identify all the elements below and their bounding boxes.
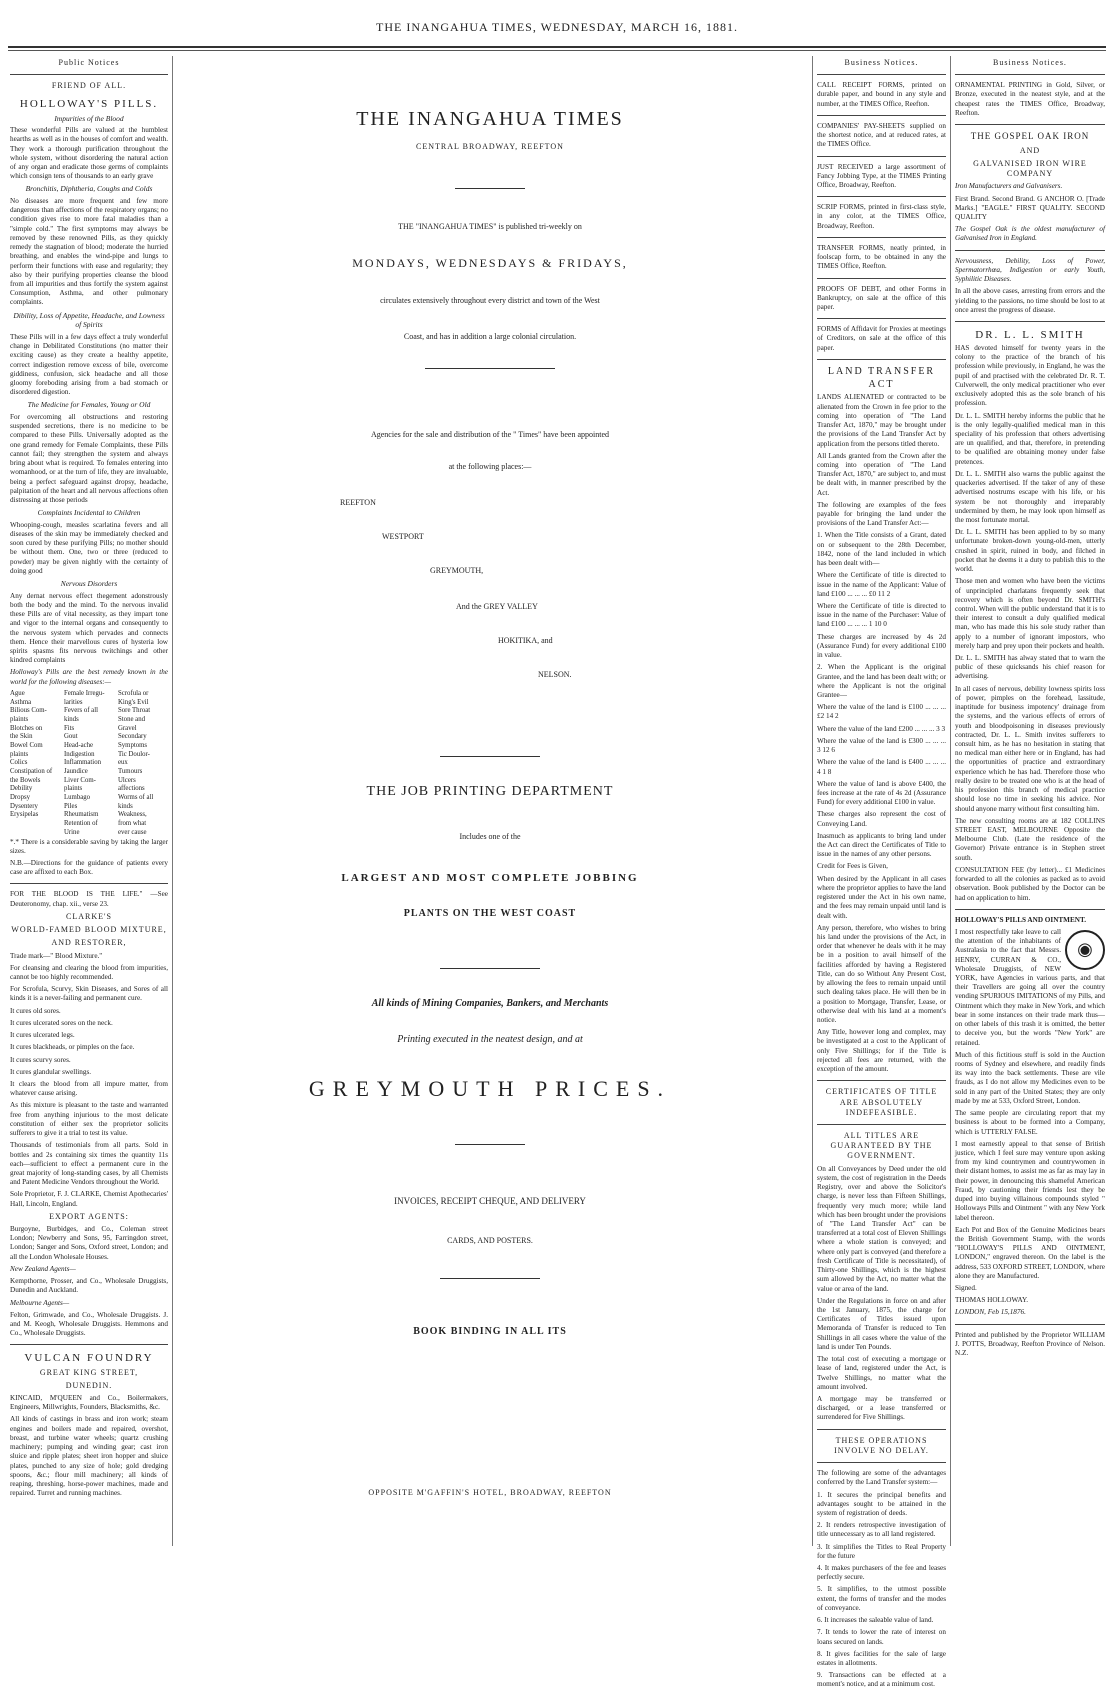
fee-item: Where the value of land is above £400, the fees increase at the rate of 4s 2d (Assurance Fund) for every additional £100 in value. [817, 779, 946, 807]
ornamental-notice: ORNAMENTAL PRINTING in Gold, Silver, or Bronze, executed in the neatest style, and at the cheapest rates the TIMES Office, Broadway, Reefton. [955, 81, 1105, 117]
column-divider [812, 56, 813, 1546]
notice: SCRIP FORMS, printed in first-class style, in any color, at the TIMES Office, Broadway, Reefton. [817, 203, 946, 230]
paragraph: In all the above cases, arresting from errors and the yielding to the passions, no time should be lost to at once arrest the progress of disease. [955, 287, 1105, 314]
paragraph: Under the Regulations in force on and after the 1st January, 1875, the charge for Certificates of Titles issued upon Memoranda of Transfer is reduced to Ten Shillings in all cases where the value of the land is under Ten Pounds. [817, 1296, 946, 1351]
disease-item: Retention of [64, 820, 98, 828]
disease-item: from what [118, 820, 147, 828]
paragraph: For overcoming all obstructions and restoring suspended secretions, there is no medicine to be compared to these Pills. Universally adopted as the one grand remedy for Female Complaints, these Pills cannot fail; they strengthen the system and always bring about what is required. To females entering into womanhood, or at the turn of life, they are invaluable, being a perfect safeguard against dropsy, headache, palpitation of the heart and all nervous affections often distressing at those periods [10, 412, 168, 504]
holloway-title: HOLLOWAY'S PILLS. [19, 98, 159, 111]
paragraph: In all cases of nervous, debility lowness spirits loss of power, pimples on the forehead, lassitude, inaptitude for business impotency' drainage from the systems, and the various effects of errors of youth and bloodpoisoning in diseases previously contracted, Dr. L. L. Smith invites sufferers to consult him, as he has no hesitation in stating that no medical man either here or in England, has had the opportunities of practice and extraordinary experience which he has had. Therefore those who really desire to be treated one who is at the head of his profession this branch of medical practice should lose no time in seeking his advice. Nor should anyone marry without first consulting him. [955, 684, 1105, 813]
cures-list [10, 1007, 168, 1099]
cure-item: It cures glandular swellings. [10, 1067, 92, 1076]
masthead [0, 0, 1114, 48]
invoices-line: INVOICES, RECEIPT CHEQUE, AND DELIVERY [394, 1196, 586, 1206]
paragraph: Those men and women who have been the victims of unprincipled charlatans frequently seek that recovery which is often beyond Dr. SMITH's control. When will the public understand that it is to their interest to consult a duly qualified medical man, who has made this his sole study rather than apply to a number of ignorant impostors, who merely harp and prey upon their pockets and health. [955, 577, 1105, 650]
blood-life: FOR THE BLOOD IS THE LIFE." —See Deuteronomy, chap. xii., verse 23. [10, 890, 168, 908]
cure-item: It cures old sores. [10, 1006, 61, 1015]
paragraph: Dr. L. L. SMITH has been applied to by so many unfortunate broken-down young-old-men, utterly crushed in spirit, ruined in body, and filched in pocket that he deems it a duty to publish this to the world. [955, 528, 1105, 574]
cure-item: It cures scurvy sores. [10, 1055, 71, 1064]
advantage-item: 4. It makes purchasers of the fee and leases perfectly secure. [817, 1564, 946, 1582]
disease-item: Piles [64, 802, 78, 810]
operations-heading: THESE OPERATIONS INVOLVE NO DELAY. [834, 1435, 929, 1455]
notice: JUST RECEIVED a large assortment of Fancy Jobbing Type, at the TIMES Printing Office, Broadway, Reefton. [817, 162, 946, 189]
section-label: Public Notices [58, 58, 120, 67]
fee-item: Where the Certificate of title is directed to issue in the name of the Applicant: Value of land £100 ... ... ... £0 11 2 [817, 571, 946, 598]
disease-item: Inflammation [64, 759, 101, 767]
plants-line: PLANTS ON THE WEST COAST [403, 908, 577, 919]
paragraph: All kinds of castings in brass and iron work; steam engines and boilers made and repaired, overshot, breast, and turbine water wheels; quartz crushing machinery; pumping and winding gear; cast iron sluice and ripple plates; sheet iron hopper and sluice plates, punched to any size of hole; gold dredging spoons, &c.; flour mill machinery; all kinds of reaping, threshing, horse-power machines, made and repaired. Turret and running machines. [10, 1415, 168, 1498]
place-grey-valley: And the GREY VALLEY [456, 602, 538, 611]
paragraph: The same people are circulating report that my business is about to be formed into a Company, which is UTTERLY FALSE. [955, 1109, 1105, 1136]
disease-item: Ulcers [118, 776, 136, 784]
paragraph: On all Conveyances by Deed under the old system, the cost of registration in the Deeds Registry, over and above the Solicitor's charge, is never less than Fifteen Shillings, frequently very much more; while land which has been brought under the provisions of "The Land Transfer Act" can be transferred at a total cost of Eleven Shillings where a whole station is conveyed; and where only part is conveyed (and therefore a fresh Certificate of Title is necessitated), of Thirty-one Shillings, which is the highest sum allowed by the Act, no matter what the value or area of the land. [817, 1164, 946, 1293]
disease-item: ever cause [118, 828, 147, 836]
disease-item: kinds [118, 802, 133, 810]
disease-item: Ague [10, 689, 25, 697]
section-label: Business Notices. [993, 58, 1067, 67]
disease-item: eux [118, 759, 128, 767]
holloway-seal-icon: ◉ [1065, 930, 1105, 970]
notice: COMPANIES' PAY-SHEETS supplied on the shortest notice, and at reduced rates, at the TIMES Office. [817, 121, 946, 149]
column-divider [172, 56, 173, 1546]
disease-item: Scrofula or [118, 689, 149, 697]
paragraph: HAS devoted himself for twenty years in the colony to the practice of the branch of his profession while previously, in England, he was the pupil of and practised with the celebrated Dr. R. T. Culverwell, the only medical practitioner who ever exclusively adopted this as the sole branch of his profession. [955, 344, 1105, 408]
disease-item: Dysentery [10, 802, 38, 810]
paragraph: 1. When the Title consists of a Grant, dated on or subsequent to the 28th December, 1842, none of the land included in which has been dealt with— [817, 531, 946, 568]
disease-item: King's Evil [118, 698, 149, 706]
fee-item: These charges also represent the cost of Conveying Land. [817, 810, 946, 828]
disease-item: Worms of all [118, 794, 154, 802]
clarke-title: CLARKE'S [66, 911, 112, 921]
subheading: Nervous Disorders [60, 579, 118, 589]
advantage-item: 6. It increases the saleable value of land. [817, 1616, 934, 1625]
gospel-sub: GALVANISED IRON WIRE COMPANY [973, 158, 1087, 179]
agencies-line: Agencies for the sale and distribution of the " Times" have been appointed [370, 430, 610, 439]
opposite-line: OPPOSITE M'GAFFIN'S HOTEL, BROADWAY, REEFTON [368, 1488, 612, 1497]
paragraph: Much of this fictitious stuff is sold in the Auction rooms of Sydney and elsewhere, and readily finds its way into the back settlements. These are vile frauds, as I do not allow my Medicines even to be sold in any part of the United States; they are only made by me at 533, Oxford Street, London. [955, 1050, 1105, 1105]
impurities-heading: Impurities of the Blood [54, 113, 124, 123]
gospel-title: THE GOSPEL OAK IRON [970, 131, 1090, 142]
restorer: AND RESTORER, [51, 938, 127, 948]
cure-item: It cures blackheads, or pimples on the face. [10, 1043, 135, 1052]
place-westport: WESTPORT [382, 532, 424, 541]
saving-note: *.* There is a considerable saving by taking the larger sizes. [10, 837, 168, 855]
disease-item: Tic Doulor- [118, 750, 150, 758]
signed: Signed. [955, 1284, 977, 1293]
masthead-title: THE INANGAHUA TIMES, WEDNESDAY, MARCH 16, 1881. [376, 20, 738, 34]
fee-item: Where the value of the land is £100 ... ... ... £2 14 2 [817, 703, 946, 721]
paragraph: No diseases are more frequent and few more dangerous than affections of the respiratory organs; no condition gives rise to more fatal maladies than a "simple cold." The first symptoms may always be removed by these renowned Pills, as they quickly remedy the stagnation of blood; moderate the hurried breathing, and enables the wind-pipe and lungs to perform their functions with ease and regularity; they also by their purifying properties cleanse the blood from all impurities and thus fortify the system against Consumption, Asthma, and other pulmonary complaints. [10, 197, 168, 307]
disease-list [10, 690, 168, 838]
nervous-heading: Nervousness, Debility, Loss of Power, Spermatorrhœa, Indigestion or early Youth, Syphilitic Diseases. [955, 256, 1105, 284]
disease-item: affections [118, 785, 145, 793]
disease-item: Stone and [118, 715, 145, 723]
advantage-item: 7. It tends to lower the rate of interest on loans secured on lands. [817, 1628, 946, 1646]
italic-line: Holloway's Pills are the best remedy known in the world for the following diseases:— [10, 668, 168, 686]
advantage-item: 8. It gives facilities for the sale of large estates in allotments. [817, 1649, 946, 1668]
advantage-item: 5. It simplifies, to the utmost possible extent, the forms of transfer and the modes of conveyance. [817, 1585, 946, 1612]
disease-item: Lumbago [64, 794, 91, 802]
certificates-heading: CERTIFICATES OF TITLE ARE ABSOLUTELY INDEFEASIBLE. [825, 1087, 938, 1117]
paragraph: Thousands of testimonials from all parts. Sold in bottles and 2s containing six times the quantity 11s each—sufficient to effect a permanent cure in the great majority of long-standing cases, by all Chemists and Patent Medicine Vendors throughout the World. [10, 1141, 168, 1187]
gospel-brands: First Brand. Second Brand. G ANCHOR O. [Trade Marks.] "EAGLE." FIRST QUALITY. SECOND QUALITY [955, 194, 1105, 221]
paragraph: For cleansing and clearing the blood from impurities, cannot be too highly recommended. [10, 963, 168, 981]
circulates-line: circulates extensively throughout every district and town of the West [380, 296, 600, 305]
center-column [200, 56, 780, 1546]
paragraph: Whooping-cough, measles scarlatina fevers and all diseases of the skin may be immediately checked and soon cured by these purifying Pills; no mother should be without them. One, two or three (reduced to powder) may be given nightly with the certainty of doing good [10, 520, 168, 575]
fee-item: These charges are increased by 4s 2d (Assurance Fund) for every additional £100 in value. [817, 632, 946, 660]
melb-agents: Felton, Grimwade, and Co., Wholesale Druggists. J. and M. Keogh, Wholesale Druggists. Hemmons and Co., Wholesale Druggists. [10, 1310, 168, 1338]
disease-item: Gravel [118, 724, 137, 732]
gospel-manufacturers: Iron Manufacturers and Galvanisers. [955, 182, 1063, 191]
disease-item: Fits [64, 724, 75, 732]
guarantee-heading: ALL TITLES ARE GUARANTEED BY THE GOVERNMENT. [830, 1131, 933, 1161]
signer: THOMAS HOLLOWAY. [955, 1296, 1029, 1305]
all-kinds-line: All kinds of Mining Companies, Bankers, and Merchants [371, 998, 609, 1009]
days-line: MONDAYS, WEDNESDAYS & FRIDAYS, [352, 256, 628, 270]
paragraph: The following are some of the advantages conferred by the Land Transfer system:— [817, 1469, 946, 1487]
subheading: Dibility, Loss of Appetite, Headache, and Lowness of Spirits [13, 310, 165, 330]
disease-item: Dropsy [10, 794, 31, 802]
subheading: Bronchitis, Diphtheria, Coughs and Colds [25, 184, 153, 194]
disease-item: Fevers of all [64, 707, 98, 715]
fee-item: Where the value of the land is £400 ... ... ... 4 1 8 [817, 758, 946, 776]
fee-item: Where the Certificate of title is directed to issue in the name of the Purchaser: Value of land £100 ... ... ... 1 10 0 [817, 602, 946, 629]
coast-line: Coast, and has in addition a large colonial circulation. [403, 332, 577, 341]
disease-item: Bilious Com- [10, 707, 47, 715]
paragraph: Each Pot and Box of the Genuine Medicines bears the British Government Stamp, with the words "HOLLOWAY'S PILLS AND OINTMENT, LONDON," engraved thereon. On the label is the address, 533 OXFORD STREET, LONDON, where alone they are Manufactured. [955, 1225, 1105, 1280]
paragraph: Inasmuch as applicants to bring land under the Act can direct the Certificates of Title to issue in the names of any other persons. [817, 831, 946, 859]
smith-title: DR. L. L. SMITH [975, 328, 1085, 341]
paragraph: Any person, therefore, who wishes to bring his land under the provisions of the Act, in order that whenever he deals with it he may be in a position to avail himself of the facilities afforded by having a Registered Title, can do so Without Any Present Cost, by allowing the fees to remain unpaid until such dealing takes place. He will then be in a position to Mortgage, Transfer, Lease, or otherwise deal with his land at a moment's notice. [817, 923, 946, 1024]
cure-item: It cures ulcerated sores on the neck. [10, 1018, 113, 1027]
vulcan-title: VULCAN FOUNDRY [24, 1352, 154, 1365]
agents: Burgoyne, Burbidges, and Co., Coleman street London; Newberry and Sons, 95, Farringdon street, London; Sanger and Sons, Oxford street, London; and all the London Wholesale Houses. [10, 1225, 168, 1261]
nz-heading: New Zealand Agents— [10, 1264, 76, 1273]
disease-item: Bowel Com [10, 741, 43, 749]
paragraph: Dr. L. L. SMITH has alway stated that to warn the public of these quicksands his chief reason for advertising. [955, 654, 1105, 681]
paragraph: A mortgage may be transferred or discharged, or a lease transferred or surrendered for Five Shillings. [817, 1394, 946, 1422]
fee-item: Where the value of the land is £300 ... ... ... 3 12 6 [817, 736, 946, 755]
disease-item: the Skin [10, 733, 33, 741]
clarke-sub: WORLD-FAMED BLOOD MIXTURE, [11, 925, 167, 935]
paragraph: For Scrofula, Scurvy, Skin Diseases, and Sores of all kinds it is a never-failing and permanent cure. [10, 985, 168, 1003]
disease-item: Tumours [118, 768, 143, 776]
disease-item: Erysipelas [10, 811, 39, 819]
sign-date: LONDON, Feb 15,1876. [955, 1308, 1026, 1317]
disease-item: Jaundice [64, 768, 88, 776]
paragraph: These Pills will in a few days effect a truly wonderful change in Debilitated Constitutions (no matter their exciting cause) as they create a healthy appetite, correct indigestion remove excess of bile, overcome giddiness, confusion, sick headache and all those gloomy foreboding arising from a bad stomach or disordered digestion. [10, 332, 168, 397]
right-column [955, 56, 1105, 1546]
places-intro: at the following places:— [448, 462, 532, 471]
cards-line: CARDS, AND POSTERS. [447, 1236, 533, 1245]
printing-line: Printing executed in the neatest design, and at [397, 1034, 583, 1045]
disease-item: Female Irregu- [64, 689, 105, 697]
disease-item: larities [64, 698, 83, 706]
paragraph: CONSULTATION FEE (by letter)... £1 Medicines forwarded to all the colonies as packed as to avoid observation. Book published by the Doctor can be had on application to him. [955, 865, 1105, 902]
paragraph: I most earnestly appeal to that sense of British justice, which I feel sure may venture upon asking from my kind countrymen and countrywomen in their distant homes, to assist me as far as may lay in their power, in denouncing this shameful American Fraud, by cautioning their friends lest they be duped into buying villainous compounds styled " Holloways Pills and Ointment " with any New York label thereon. [955, 1139, 1105, 1222]
disease-item: Constipation of [10, 768, 53, 776]
imprint: Printed and published by the Proprietor WILLIAM J. POTTS, Broadway, Reefton Province of Nelson. N.Z. [955, 1330, 1105, 1358]
gospel-and: AND [1019, 145, 1041, 155]
holloway-ad-title: HOLLOWAY'S PILLS AND OINTMENT. [955, 915, 1086, 924]
export-heading: EXPORT AGENTS: [49, 1211, 129, 1221]
paragraph: As this mixture is pleasant to the taste and warranted free from anything injurious to the most delicate constitution of either sex the proprietor solicits sufferers to give it a trial to test its value. [10, 1101, 168, 1138]
disease-item: Indigestion [64, 750, 95, 758]
section-label: Business Notices. [844, 58, 919, 67]
disease-item: Symptoms [118, 741, 148, 749]
trade-mark: Trade mark—" Blood Mixture." [10, 951, 103, 960]
disease-item: Weakness, [118, 811, 147, 819]
vulcan-city: DUNEDIN. [65, 1380, 113, 1390]
disease-item: Liver Com- [64, 776, 96, 784]
greymouth-prices: GREYMOUTH PRICES. [308, 1076, 672, 1101]
disease-item: Urine [64, 828, 80, 836]
largest-line: LARGEST AND MOST COMPLETE JOBBING [341, 872, 639, 884]
paragraph: Any dernat nervous effect thegement adonstrously both the body and the mind. To the nervous invalid these Pills are of vital necessity, as they impart tone and vigor to the internal organs and consequently to the nervous system which pervades and connects them. Hence their marvellous cures of hysteria low spirits spasms fits nervous twitchings and other kindred complaints [10, 591, 168, 665]
disease-item: Rheumatism [64, 811, 99, 819]
fee-item: 2. When the Applicant is the original Grantee, and the land has been dealt with; or where the Applicant is not the original Grantee— [817, 663, 946, 699]
published-line: THE "INANGAHUA TIMES" is published tri-weekly on [398, 222, 582, 231]
place-reefton: REEFTON [340, 498, 376, 507]
notice: PROOFS OF DEBT, and other Forms in Bankruptcy, on sale at the office of this paper. [817, 284, 946, 311]
melb-heading: Melbourne Agents— [10, 1298, 70, 1307]
subheading: Complaints Incidental to Children [37, 508, 141, 518]
masthead-rule [8, 46, 1106, 48]
address: CENTRAL BROADWAY, REEFTON [416, 142, 564, 151]
paragraph: Dr. L. L. SMITH also warns the public against the quackeries advertised. If the taker of any of these advertised nostrums escape with his life, or his system be not thoroughly and irreparably undermined by them, he may look upon himself as the most fortunate mortal. [955, 469, 1105, 524]
fees-list [817, 571, 946, 828]
book-binding: BOOK BINDING IN ALL ITS [413, 1326, 567, 1337]
disease-item: Secondary [118, 733, 147, 741]
advantages-list [817, 1491, 946, 1690]
third-column [817, 56, 946, 1689]
friend-heading: FRIEND OF ALL. [51, 81, 127, 91]
paragraph: Any Title, however long and complex, may be investigated at a cost to the Applicant of only Five Shillings; for if the Title is rejected all fees are returned, with the exception of the amount. [817, 1028, 946, 1074]
disease-item: Sore Throat [118, 707, 151, 715]
paragraph: The following are examples of the fees payable for bringing the land under the provisions of the Land Transfer Act:— [817, 500, 946, 528]
disease-item: plaints [10, 715, 29, 723]
nz-agents: Kempthorne, Prosser, and Co., Wholesale Druggists, Dunedin and Auckland. [10, 1277, 168, 1295]
disease-item: Colics [10, 759, 28, 767]
disease-item: Asthma [10, 698, 32, 706]
credit-heading: Credit for Fees is Given, [817, 862, 888, 871]
notice: TRANSFER FORMS, neatly printed, in foolscap form, to be obtained in any the TIMES Office, Reefton. [817, 243, 946, 271]
paragraph: LANDS ALIENATED or contracted to be alienated from the Crown in fee prior to the coming into operation of "The Land Transfer Act, 1870," may be brought under the provisions of the Land Transfer Act by application from the persons titled thereto. [817, 393, 946, 448]
advantage-item: 3. It simplifies the Titles to Real Property for the future [817, 1542, 946, 1560]
disease-item: Blotches on [10, 724, 43, 732]
paragraph: The total cost of executing a mortgage or lease of land, registered under the Act, is Twelve Shillings, no matter what the amount involved. [817, 1355, 946, 1391]
subheading: The Medicine for Females, Young or Old [27, 400, 151, 410]
place-hokitika: HOKITIKA, and [498, 636, 553, 645]
place-greymouth: GREYMOUTH, [430, 566, 484, 575]
notice: FORMS of Affidavit for Proxies at meetings of Creditors, on sale at the office of this paper. [817, 325, 946, 352]
notice: CALL RECEIPT FORMS, printed on durable paper, and bound in any style and number, at the TIMES Office, Reefton. [817, 81, 946, 108]
paragraph: These wonderful Pills are valued at the humblest hearths as well as in the houses of comfort and wealth. They work a thorough purification throughout the whole system, without disordering the natural action of any organ and eradicate those germs of complaints which consign tens of thousands to an early grave [10, 126, 168, 181]
disease-item [10, 820, 60, 829]
column-divider [950, 56, 951, 1546]
gospel-desc: The Gospel Oak is the oldest manufacturer of Galvanised Iron in England. [955, 225, 1105, 243]
land-transfer-title: LAND TRANSFER ACT [827, 365, 936, 390]
cure-item: It clears the blood from all impure matter, from whatever cause arising. [10, 1079, 168, 1098]
proprietor: Sole Proprietor, F. J. CLARKE, Chemist Apothecaries' Hall, Lincoln, England. [10, 1190, 168, 1208]
disease-item: Head-ache [64, 741, 94, 749]
cure-item: It cures ulcerated legs. [10, 1031, 75, 1040]
disease-item: the Bowels [10, 776, 41, 784]
kincaid: KINCAID, M'QUEEN and Co., Boilermakers, Engineers, Millwrights, Founders, Blacksmiths, &c. [10, 1394, 168, 1412]
disease-item [10, 829, 60, 838]
paragraph: Dr. L. L. SMITH hereby informs the public that he is the only legally-qualified medical man in this speciality of his profession that others advertising are un qualified, and that, therefore, in pretending to be qualified are obtaining money under false pretences. [955, 411, 1105, 466]
job-title: THE JOB PRINTING DEPARTMENT [366, 784, 614, 799]
fee-item: Where the value of the land £200 ... ... ... 3 3 [817, 724, 946, 733]
masthead-rule-thin [8, 50, 1106, 51]
advantage-item: 1. It secures the principal benefits and advantages sought to be attained in the system of registration of deeds. [817, 1490, 946, 1517]
paragraph: All Lands granted from the Crown after the coming into operation of "The Land Transfer Act, 1870," are subject to, and must be dealt with, in manner prescribed by the Act. [817, 451, 946, 497]
paper-title: THE INANGAHUA TIMES [356, 108, 624, 130]
disease-item: plaints [10, 750, 29, 758]
advantage-item: 9. Transactions can be effected at a moment's notice, and at a minimum cost. [817, 1671, 946, 1689]
nb-note: N.B.—Directions for the guidance of patients every case are affixed to each Box. [10, 858, 168, 877]
disease-item: Gout [64, 733, 78, 741]
includes-line: Includes one of the [459, 832, 521, 841]
advantage-item: 2. It renders retrospective investigation of title unnecessary as to all land registered. [817, 1521, 946, 1539]
left-column [10, 56, 168, 1546]
disease-item: kinds [64, 715, 79, 723]
paragraph: When desired by the Applicant in all cases where the proprietor applies to have the land registered under the Act in his own name, and the fees may remain unpaid until land is dealt with. [817, 874, 946, 920]
disease-item: Debility [10, 785, 33, 793]
paragraph: The new consulting rooms are at 182 COLLINS STREET EAST, MELBOURNE Opposite the Melbourne Club. (Late the residence of the Governor) Private entrance is in Stephen street south. [955, 816, 1105, 862]
disease-item: plaints [64, 785, 83, 793]
place-nelson: NELSON. [538, 670, 572, 679]
vulcan-street: GREAT KING STREET, [39, 1367, 139, 1377]
paragraph: I most respectfully take leave to call the attention of the inhabitants of Australasia to the fact that Messrs. HENRY, CURRAN & CO., Wholesale Druggists, of NEW YORK, have Agencies in various parts, and that their Travellers are going all over the country vending SPURIOUS IMITATIONS of my Pills, and Ointment which they make in New York, and which bear in some instances on their trade mark thus— on other labels of this trash it is omitted, the better to deceive you, but the words "New York" are retained. [955, 927, 1105, 1047]
